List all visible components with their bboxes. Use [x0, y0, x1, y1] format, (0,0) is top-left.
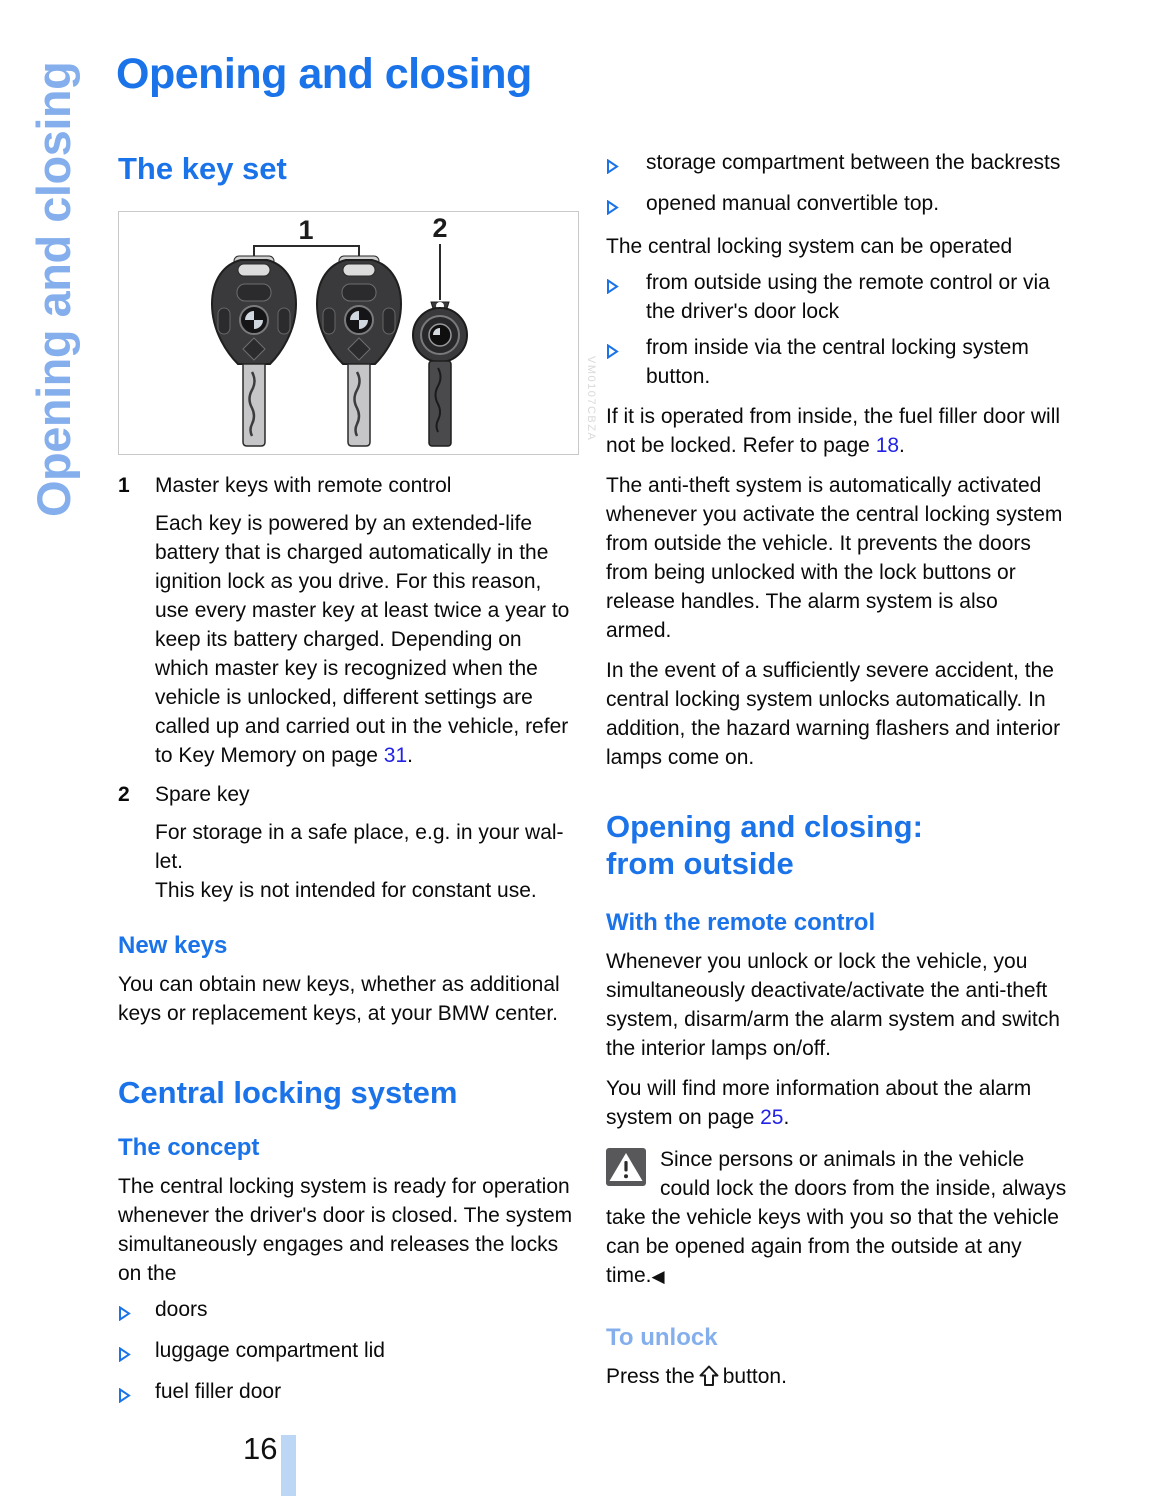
figure-watermark: VM0107CBZA: [585, 356, 597, 442]
list-item: [606, 268, 1068, 326]
list-item: [118, 1377, 580, 1411]
press-button-instruction: [606, 1362, 1068, 1395]
page-number: 16: [243, 1431, 278, 1466]
heading-line: Opening and closing:: [606, 809, 923, 844]
subsection-heading-concept: The concept: [118, 1134, 260, 1161]
footer-accent-bar: [281, 1435, 296, 1496]
triangle-right-icon: [118, 1295, 155, 1329]
concept-bullet-list: [118, 1295, 580, 1411]
bullet-text: luggage compartment lid: [155, 1339, 385, 1362]
master-key-2: [317, 256, 401, 446]
triangle-right-icon: [606, 333, 646, 391]
page-link-31[interactable]: 31: [383, 744, 408, 767]
subsection-heading-to-unlock: To unlock: [606, 1324, 718, 1351]
triangle-right-icon: [606, 268, 646, 326]
list-item: [606, 148, 1068, 182]
triangle-right-icon: [118, 1336, 155, 1370]
list-item: [606, 189, 1068, 223]
warning-text: Since persons or animals in the vehicle could lock the doors from the inside, always take the vehicle keys with you so that the vehicle can be opened again from the outside at any time.: [606, 1148, 1067, 1287]
body-text: Press the: [606, 1365, 695, 1388]
page-link-25[interactable]: 25: [760, 1106, 784, 1129]
unlock-arrow-icon: [699, 1369, 719, 1392]
body-text: .: [899, 434, 905, 457]
warning-triangle-icon: [606, 1148, 646, 1194]
triangle-right-icon: [606, 189, 646, 223]
key-item-body: This key is not intended for constant use.: [155, 879, 537, 902]
body-text: You will find more information about the alarm system on page: [606, 1077, 1032, 1129]
bullet-text: storage compartment between the backrests: [646, 151, 1061, 174]
body-text: Each key is powered by an extended-life battery that is charged automatically in the ignition lock as you drive. For this reason, use every master key at least twice a year to keep its battery charged. Depending on which master key is recognized when the vehicle is unlocked, different settings are called up and carried out in the vehicle, refer to Key Memory on page: [155, 512, 570, 767]
key-item-1: [118, 471, 580, 770]
section-heading-key-set: The key set: [118, 151, 287, 186]
key-item-2: [118, 780, 580, 905]
body-text: If it is operated from inside, the fuel filler door will not be locked. Refer to page: [606, 405, 1061, 457]
list-item: [118, 1295, 580, 1329]
body-text: button.: [722, 1365, 787, 1388]
concept-body: The central locking system is ready for operation whenever the driver's door is closed. The system simultaneously engages and releases the locks on the: [118, 1175, 573, 1285]
figure-label-master-keys: 1: [298, 215, 314, 245]
section-heading-central-locking: Central locking system: [118, 1075, 458, 1110]
bullet-text: fuel filler door: [155, 1380, 282, 1403]
alarm-info: [606, 1074, 1068, 1132]
new-keys-body: You can obtain new keys, whether as additional keys or replacement keys, at your BMW center.: [118, 973, 560, 1025]
key-set-figure: [118, 211, 579, 455]
key-item-number: 1: [118, 474, 130, 497]
page-link-18[interactable]: 18: [875, 434, 900, 457]
bullet-text: opened manual convertible top.: [646, 192, 940, 215]
end-of-note-marker: ◀: [651, 1267, 665, 1286]
bullet-text: from inside via the central locking system button.: [646, 336, 1029, 388]
figure-label-spare-key: 2: [432, 213, 448, 243]
key-item-body: For storage in a safe place, e.g. in your wallet.: [155, 821, 564, 873]
heading-line: from outside: [606, 846, 794, 881]
key-item-title: Spare key: [155, 783, 250, 806]
bullet-text: from outside using the remote control or via the driver's door lock: [646, 271, 1050, 323]
body-text: .: [783, 1106, 790, 1129]
left-column: [118, 150, 580, 1411]
key-item-title: Master keys with remote control: [155, 474, 452, 497]
bullet-text: doors: [155, 1298, 208, 1321]
triangle-right-icon: [606, 148, 646, 182]
fuel-filler-note: [606, 402, 1068, 460]
subsection-heading-remote-control: With the remote control: [606, 909, 876, 936]
spare-key: [413, 302, 467, 446]
warning-paragraph: [606, 1145, 1068, 1291]
right-column: [606, 148, 1068, 1395]
body-text: .: [407, 744, 413, 767]
subsection-heading-new-keys: New keys: [118, 932, 228, 959]
chapter-vertical-label: Opening and closing: [27, 61, 80, 517]
key-set-illustration: [119, 212, 578, 454]
page-title: Opening and closing: [116, 50, 532, 98]
section-heading-opening-from-outside: [606, 808, 1068, 882]
operated-intro: The central locking system can be operated: [606, 235, 1013, 258]
anti-theft-paragraph: The anti-theft system is automatically activated whenever you activate the central locking system from outside the vehicle. It prevents the doors from being unlocked with the lock buttons or release handles. The alarm system is also armed.: [606, 474, 1063, 642]
accident-paragraph: In the event of a sufficiently severe accident, the central locking system unlocks automatically. In addition, the hazard warning flashers and interior lamps come on.: [606, 659, 1061, 769]
list-item: [118, 1336, 580, 1370]
triangle-right-icon: [118, 1377, 155, 1411]
key-item-body: [155, 509, 580, 770]
list-item: [606, 333, 1068, 391]
remote-control-body: Whenever you unlock or lock the vehicle, you simultaneously deactivate/activate the anti-theft system, disarm/arm the alarm system and switch the interior lamps on/off.: [606, 950, 1060, 1060]
master-key-1: [212, 256, 296, 446]
key-item-number: 2: [118, 783, 130, 806]
